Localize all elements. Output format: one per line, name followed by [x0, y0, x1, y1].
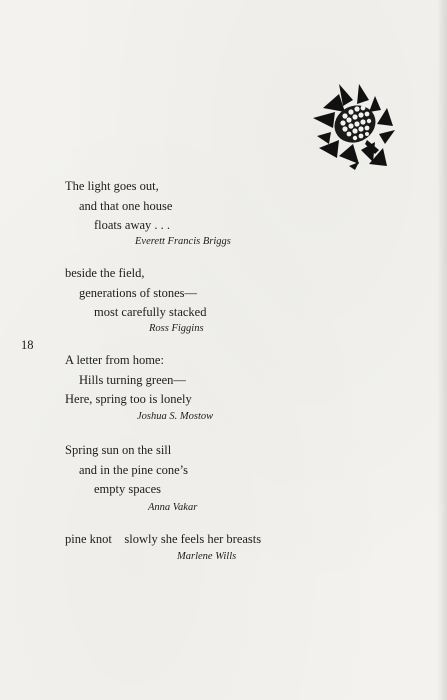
- poem-5-author: Marlene Wills: [177, 551, 237, 562]
- poem-5-line-1: pine knot slowly she feels her breasts: [65, 532, 262, 546]
- poem-1-author: Everett Francis Briggs: [135, 236, 231, 247]
- poem-2-line-3: most carefully stacked: [94, 305, 207, 319]
- poem-2-line-1: beside the field,: [65, 266, 145, 280]
- pine-cone-icon: [309, 78, 397, 170]
- poem-3-author: Joshua S. Mostow: [137, 411, 214, 422]
- poem-4-line-1: Spring sun on the sill: [65, 443, 172, 457]
- poem-4-line-2: and in the pine cone’s: [79, 463, 188, 477]
- poem-4-author: Anna Vakar: [148, 502, 198, 513]
- poem-2-author: Ross Figgins: [149, 323, 204, 334]
- poem-1-line-2: and that one house: [79, 199, 173, 213]
- page-edge-shadow: [437, 0, 447, 700]
- poem-1-line-1: The light goes out,: [65, 179, 159, 193]
- poem-3-line-3: Here, spring too is lonely: [65, 392, 192, 406]
- poem-1-line-3: floats away . . .: [94, 218, 171, 232]
- poem-3-line-2: Hills turning green—: [79, 373, 186, 387]
- poem-3-line-1: A letter from home:: [65, 353, 164, 367]
- poem-2-line-2: generations of stones—: [79, 286, 198, 300]
- poem-4-line-3: empty spaces: [94, 482, 161, 496]
- page-number: 18: [21, 338, 34, 352]
